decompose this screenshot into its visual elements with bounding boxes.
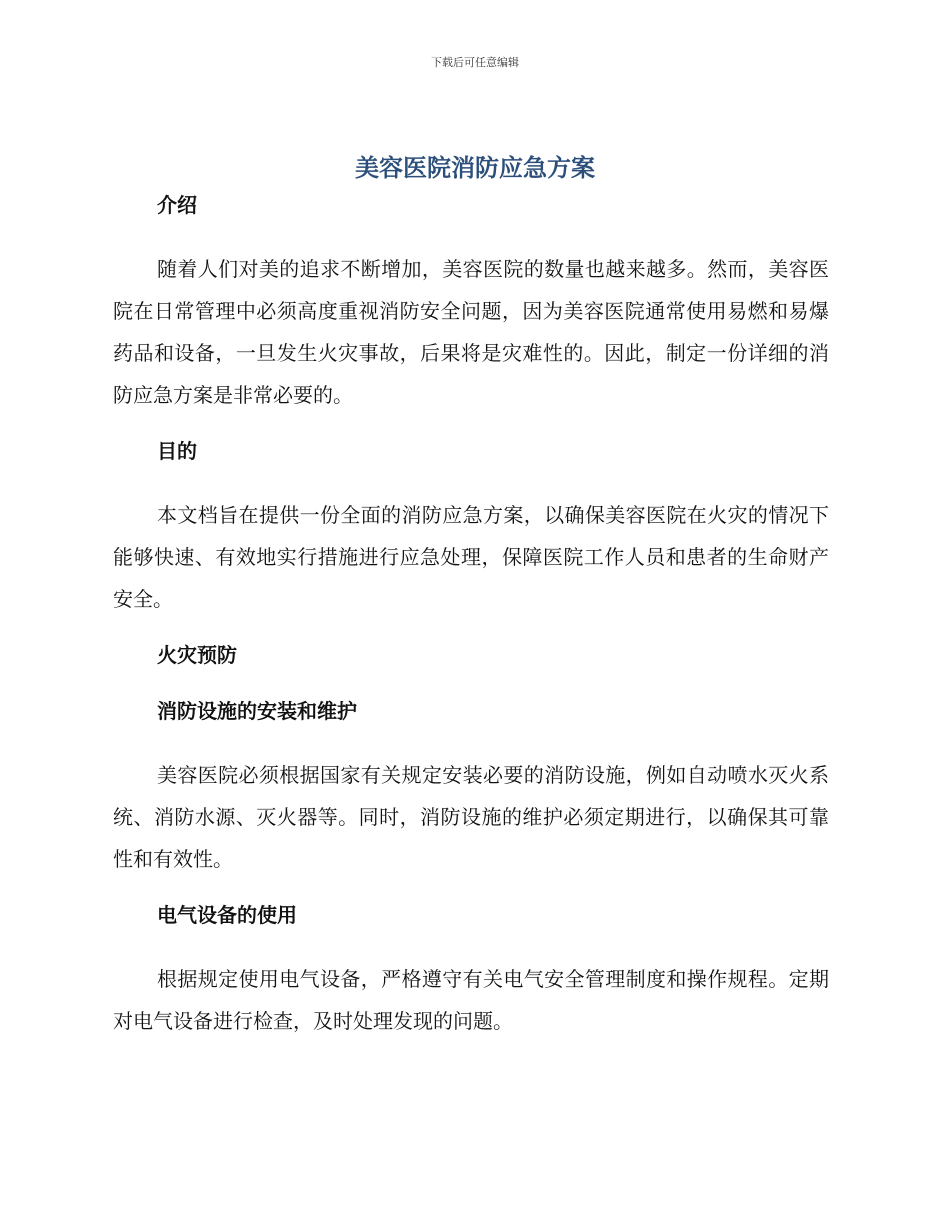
section-heading-intro: 介绍 bbox=[157, 193, 197, 217]
spacer bbox=[113, 880, 829, 900]
spacer bbox=[113, 930, 829, 958]
section-heading-fire-prevention: 火灾预防 bbox=[157, 643, 237, 667]
document-body bbox=[113, 190, 829, 1042]
paragraph-purpose: 本文档旨在提供一份全面的消防应急方案，以确保美容医院在火灾的情况下能够快速、有效地实行措施进行应急处理，保障医院工作人员和患者的生命财产安全。 bbox=[113, 503, 829, 611]
document-title: 美容医院消防应急方案 bbox=[355, 154, 595, 182]
paragraph-electrical: 根据规定使用电气设备，严格遵守有关电气安全管理制度和操作规程。定期对电气设备进行检查，及时处理发现的问题。 bbox=[113, 967, 829, 1033]
spacer bbox=[113, 726, 829, 754]
spacer bbox=[113, 466, 829, 494]
spacer bbox=[113, 670, 829, 696]
header-note: 下载后可任意编辑 bbox=[431, 56, 519, 69]
subsection-heading-electrical: 电气设备的使用 bbox=[157, 903, 297, 927]
spacer bbox=[113, 416, 829, 436]
section-heading-purpose: 目的 bbox=[157, 439, 197, 463]
spacer bbox=[113, 220, 829, 248]
paragraph-facilities: 美容医院必须根据国家有关规定安装必要的消防设施，例如自动喷水灭火系统、消防水源、灭火器等。同时，消防设施的维护必须定期进行，以确保其可靠性和有效性。 bbox=[113, 763, 829, 871]
paragraph-intro: 随着人们对美的追求不断增加，美容医院的数量也越来越多。然而，美容医院在日常管理中必须高度重视消防安全问题，因为美容医院通常使用易燃和易爆药品和设备，一旦发生火灾事故，后果将是灾难性的。因此，制定一份详细的消防应急方案是非常必要的。 bbox=[113, 257, 829, 407]
subsection-heading-facilities: 消防设施的安装和维护 bbox=[157, 699, 357, 723]
spacer bbox=[113, 620, 829, 640]
